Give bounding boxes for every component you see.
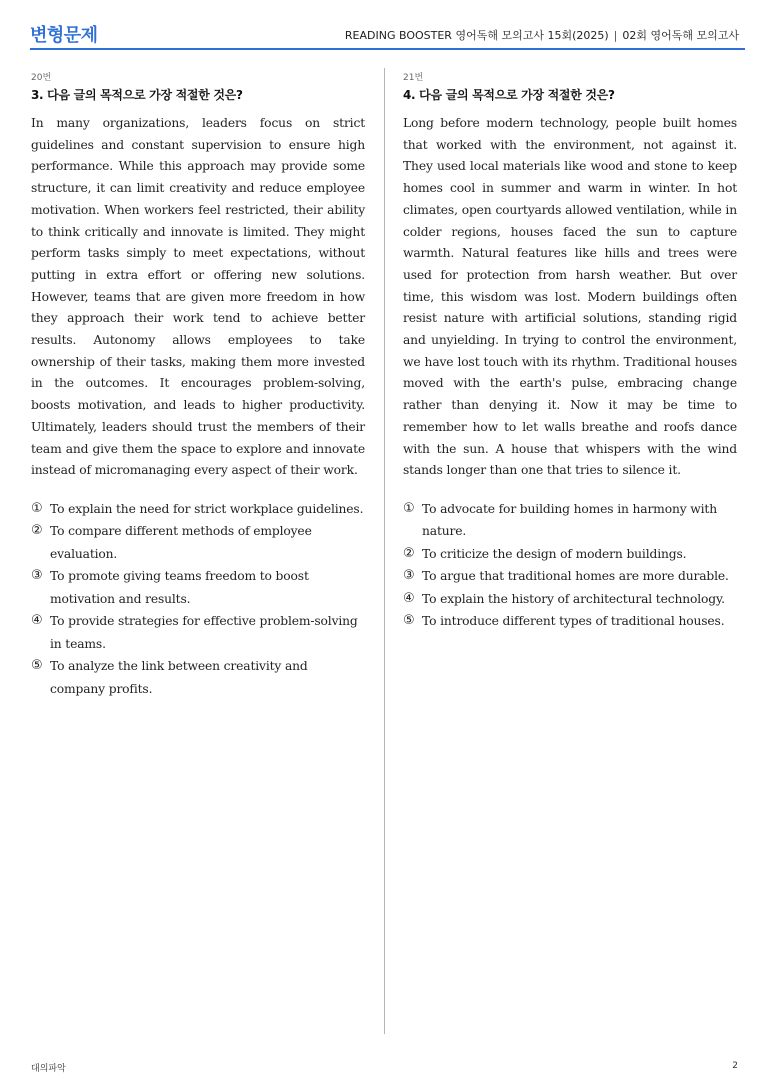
option-text: To provide strategies for effective problem-solving in teams. bbox=[50, 614, 358, 651]
header-separator: | bbox=[613, 29, 618, 42]
option-text: To advocate for building homes in harmony with nature. bbox=[422, 501, 717, 539]
answer-options bbox=[31, 498, 365, 701]
option-marker: ① bbox=[31, 500, 43, 516]
option-text: To explain the need for strict workplace guidelines. bbox=[50, 501, 364, 516]
option-text: To compare different methods of employee evaluation. bbox=[50, 524, 312, 561]
option-marker: ④ bbox=[31, 613, 43, 629]
option-text: To promote giving teams freedom to boost motivation and results. bbox=[50, 569, 309, 606]
option-text: To argue that traditional homes are more durable. bbox=[422, 569, 729, 584]
answer-option-3[interactable] bbox=[403, 565, 737, 588]
answer-option-5[interactable] bbox=[403, 610, 737, 633]
option-text: To criticize the design of modern buildings. bbox=[422, 546, 687, 561]
option-marker: ⑤ bbox=[403, 613, 415, 629]
option-marker: ② bbox=[31, 523, 43, 539]
header-test: 02회 영어독해 모의고사 bbox=[622, 29, 739, 42]
question-4 bbox=[403, 70, 737, 633]
option-marker: ② bbox=[403, 545, 415, 561]
answer-option-5[interactable] bbox=[31, 655, 365, 700]
question-number-label: 21번 bbox=[403, 73, 424, 83]
option-marker: ③ bbox=[31, 568, 43, 584]
option-text: To explain the history of architectural technology. bbox=[422, 591, 725, 606]
option-marker: ① bbox=[403, 500, 415, 516]
page-number: 2 bbox=[732, 1061, 738, 1071]
answer-option-2[interactable] bbox=[31, 520, 365, 565]
option-text: To analyze the link between creativity and company profits. bbox=[50, 659, 308, 696]
answer-option-4[interactable] bbox=[403, 588, 737, 611]
header-title: 변형문제 bbox=[30, 25, 98, 46]
column-divider bbox=[384, 68, 385, 1034]
footer-category: 대의파악 bbox=[31, 1064, 66, 1074]
header-info bbox=[345, 27, 739, 43]
option-text: To introduce different types of traditional houses. bbox=[422, 614, 725, 629]
passage: In many organizations, leaders focus on strict guidelines and constant supervision to ensure high performance. While this approach may provide some structure, it can limit creativity and reduce employee motivation. When workers feel restricted, their ability to think critically and innovate is limited. They might perform tasks simply to meet expectations, without putting in extra effort or offering new solutions. However, teams that are given more freedom in how they approach their work tend to achieve better results. Autonomy allows employees to take ownership of their tasks, making them more invested in the outcomes. It encourages problem-solving, boosts motivation, and leads to higher productivity. Ultimately, leaders should trust the members of their team and give them the space to explore and innovate instead of micromanaging every aspect of their work. bbox=[31, 116, 365, 478]
answer-option-4[interactable] bbox=[31, 610, 365, 655]
question-title: 3. 다음 글의 목적으로 가장 적절한 것은? bbox=[31, 88, 243, 102]
option-marker: ③ bbox=[403, 568, 415, 584]
option-marker: ④ bbox=[403, 590, 415, 606]
answer-options bbox=[403, 498, 737, 633]
question-number-label: 20번 bbox=[31, 73, 52, 83]
option-marker: ⑤ bbox=[31, 658, 43, 674]
header-series: READING BOOSTER 영어독해 모의고사 15회(2025) bbox=[344, 29, 609, 42]
answer-option-3[interactable] bbox=[31, 565, 365, 610]
answer-option-1[interactable] bbox=[403, 498, 737, 543]
passage: Long before modern technology, people built homes that worked with the environment, not against it. They used local materials like wood and stone to keep homes cool in summer and warm in winter. In hot climates, open courtyards allowed ventilation, while in colder regions, houses faced the sun to capture warmth. Natural features like hills and trees were used for protection from harsh weather. But over time, this wisdom was lost. Modern buildings often resist nature with artificial solutions, standing rigid and unyielding. In trying to control the environment, we have lost touch with its rhythm. Traditional houses moved with the earth's pulse, embracing change rather than denying it. Now it may be time to remember how to let walls breathe and roofs dance with the sun. A house that whispers with the wind stands longer than one that tries to silence it. bbox=[403, 116, 737, 478]
answer-option-1[interactable] bbox=[31, 498, 365, 521]
question-3 bbox=[31, 70, 365, 700]
answer-option-2[interactable] bbox=[403, 543, 737, 566]
page-header bbox=[30, 20, 745, 50]
question-title: 4. 다음 글의 목적으로 가장 적절한 것은? bbox=[403, 88, 615, 102]
